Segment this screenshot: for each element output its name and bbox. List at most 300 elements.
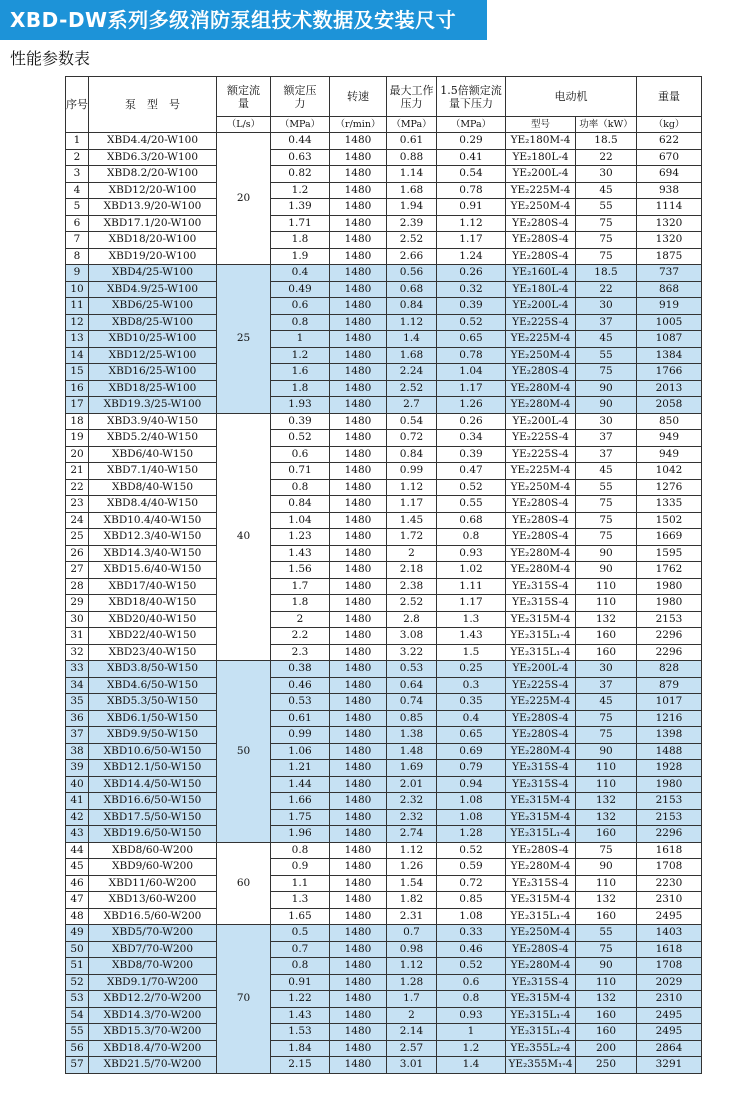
cell-motor-power: 75 (576, 215, 637, 232)
cell-motor-model: YE₂315S-4 (506, 875, 576, 892)
cell-model: XBD8/70-W200 (89, 958, 217, 975)
cell-max-pressure: 2.32 (387, 809, 437, 826)
cell-seq: 11 (66, 298, 89, 315)
cell-motor-power: 75 (576, 364, 637, 381)
cell-max-pressure: 2.66 (387, 248, 437, 265)
cell-speed: 1480 (330, 314, 387, 331)
cell-pressure-15: 1.12 (437, 215, 506, 232)
cell-pressure: 0.7 (271, 941, 330, 958)
cell-model: XBD17.1/20-W100 (89, 215, 217, 232)
cell-pressure: 1.7 (271, 578, 330, 595)
table-row (66, 595, 702, 612)
cell-speed: 1480 (330, 760, 387, 777)
cell-weight: 622 (637, 133, 702, 150)
cell-model: XBD15.3/70-W200 (89, 1024, 217, 1041)
cell-motor-power: 132 (576, 611, 637, 628)
cell-model: XBD3.8/50-W150 (89, 661, 217, 678)
cell-weight: 2864 (637, 1040, 702, 1057)
cell-seq: 21 (66, 463, 89, 480)
cell-model: XBD8.4/40-W150 (89, 496, 217, 513)
cell-pressure-15: 0.35 (437, 694, 506, 711)
cell-speed: 1480 (330, 875, 387, 892)
cell-max-pressure: 1.7 (387, 991, 437, 1008)
cell-pressure: 0.53 (271, 694, 330, 711)
cell-seq: 1 (66, 133, 89, 150)
cell-motor-power: 90 (576, 397, 637, 414)
cell-motor-power: 18.5 (576, 265, 637, 282)
cell-speed: 1480 (330, 809, 387, 826)
cell-motor-power: 90 (576, 562, 637, 579)
cell-weight: 2495 (637, 1007, 702, 1024)
cell-speed: 1480 (330, 958, 387, 975)
unit-flow: （L/s） (217, 117, 271, 133)
cell-motor-power: 75 (576, 496, 637, 513)
cell-weight: 1669 (637, 529, 702, 546)
cell-motor-power: 22 (576, 149, 637, 166)
cell-seq: 36 (66, 710, 89, 727)
cell-motor-power: 75 (576, 941, 637, 958)
cell-seq: 14 (66, 347, 89, 364)
cell-motor-power: 200 (576, 1040, 637, 1057)
cell-max-pressure: 2.39 (387, 215, 437, 232)
cell-max-pressure: 1.12 (387, 958, 437, 975)
table-row (66, 743, 702, 760)
cell-pressure-15: 0.41 (437, 149, 506, 166)
cell-pressure-15: 0.85 (437, 892, 506, 909)
cell-pressure-15: 0.55 (437, 496, 506, 513)
page-title: XBD-DW系列多级消防泵组技术数据及安装尺寸 (10, 8, 457, 32)
cell-max-pressure: 0.68 (387, 281, 437, 298)
cell-weight: 1216 (637, 710, 702, 727)
cell-weight: 938 (637, 182, 702, 199)
cell-pressure-15: 1.28 (437, 826, 506, 843)
cell-motor-model: YE₂315M-4 (506, 611, 576, 628)
cell-speed: 1480 (330, 331, 387, 348)
cell-speed: 1480 (330, 347, 387, 364)
cell-pressure: 1.39 (271, 199, 330, 216)
cell-motor-model: YE₂315L₁-4 (506, 826, 576, 843)
cell-pressure: 1.06 (271, 743, 330, 760)
cell-weight: 2296 (637, 628, 702, 645)
cell-motor-model: YE₂315L₁-4 (506, 1007, 576, 1024)
header-motor-model: 型号 (506, 117, 576, 133)
cell-pressure-15: 0.8 (437, 529, 506, 546)
cell-model: XBD5/70-W200 (89, 925, 217, 942)
cell-max-pressure: 1.82 (387, 892, 437, 909)
cell-motor-model: YE₂280S-4 (506, 215, 576, 232)
cell-motor-power: 110 (576, 578, 637, 595)
table-row (66, 958, 702, 975)
cell-pressure: 1.96 (271, 826, 330, 843)
cell-model: XBD18/25-W100 (89, 380, 217, 397)
cell-flow: 40 (217, 413, 271, 661)
cell-motor-power: 132 (576, 991, 637, 1008)
cell-model: XBD13/60-W200 (89, 892, 217, 909)
cell-pressure: 0.91 (271, 974, 330, 991)
cell-model: XBD18/20-W100 (89, 232, 217, 249)
cell-max-pressure: 2 (387, 1007, 437, 1024)
cell-pressure: 1.6 (271, 364, 330, 381)
cell-weight: 1384 (637, 347, 702, 364)
cell-model: XBD8.2/20-W100 (89, 166, 217, 183)
cell-max-pressure: 1.4 (387, 331, 437, 348)
unit-pressure-15: （MPa） (437, 117, 506, 133)
cell-motor-power: 110 (576, 776, 637, 793)
cell-pressure: 0.44 (271, 133, 330, 150)
cell-seq: 53 (66, 991, 89, 1008)
table-row (66, 331, 702, 348)
cell-motor-model: YE₂225M-4 (506, 463, 576, 480)
cell-speed: 1480 (330, 677, 387, 694)
cell-pressure-15: 0.69 (437, 743, 506, 760)
cell-pressure-15: 0.34 (437, 430, 506, 447)
cell-weight: 879 (637, 677, 702, 694)
cell-weight: 1762 (637, 562, 702, 579)
cell-max-pressure: 0.72 (387, 430, 437, 447)
cell-max-pressure: 0.85 (387, 710, 437, 727)
cell-pressure-15: 0.78 (437, 347, 506, 364)
cell-seq: 19 (66, 430, 89, 447)
cell-motor-power: 75 (576, 842, 637, 859)
cell-speed: 1480 (330, 842, 387, 859)
cell-max-pressure: 1.48 (387, 743, 437, 760)
cell-seq: 16 (66, 380, 89, 397)
cell-seq: 56 (66, 1040, 89, 1057)
cell-motor-model: YE₂315M-4 (506, 809, 576, 826)
cell-pressure-15: 0.46 (437, 941, 506, 958)
cell-motor-model: YE₂315S-4 (506, 595, 576, 612)
cell-seq: 37 (66, 727, 89, 744)
cell-pressure: 1.56 (271, 562, 330, 579)
cell-seq: 42 (66, 809, 89, 826)
cell-model: XBD18/40-W150 (89, 595, 217, 612)
cell-pressure: 2.3 (271, 644, 330, 661)
cell-pressure: 1.23 (271, 529, 330, 546)
cell-pressure: 1.22 (271, 991, 330, 1008)
cell-model: XBD23/40-W150 (89, 644, 217, 661)
cell-pressure: 1.65 (271, 908, 330, 925)
cell-model: XBD9.1/70-W200 (89, 974, 217, 991)
cell-pressure-15: 1 (437, 1024, 506, 1041)
cell-model: XBD19.3/25-W100 (89, 397, 217, 414)
cell-weight: 1766 (637, 364, 702, 381)
cell-seq: 6 (66, 215, 89, 232)
cell-speed: 1480 (330, 496, 387, 513)
cell-weight: 1980 (637, 595, 702, 612)
cell-pressure-15: 0.39 (437, 298, 506, 315)
cell-model: XBD15.6/40-W150 (89, 562, 217, 579)
cell-motor-model: YE₂225S-4 (506, 430, 576, 447)
cell-pressure: 0.8 (271, 842, 330, 859)
cell-pressure-15: 1.17 (437, 380, 506, 397)
cell-motor-power: 160 (576, 826, 637, 843)
cell-flow: 25 (217, 265, 271, 414)
cell-weight: 1502 (637, 512, 702, 529)
cell-pressure-15: 0.26 (437, 265, 506, 282)
cell-pressure-15: 0.8 (437, 991, 506, 1008)
cell-weight: 2153 (637, 809, 702, 826)
cell-pressure: 1.1 (271, 875, 330, 892)
cell-max-pressure: 2.52 (387, 595, 437, 612)
cell-speed: 1480 (330, 941, 387, 958)
cell-pressure: 1 (271, 331, 330, 348)
cell-seq: 46 (66, 875, 89, 892)
table-row (66, 1057, 702, 1074)
cell-speed: 1480 (330, 479, 387, 496)
cell-seq: 43 (66, 826, 89, 843)
cell-weight: 670 (637, 149, 702, 166)
cell-weight: 1005 (637, 314, 702, 331)
cell-model: XBD10.4/40-W150 (89, 512, 217, 529)
unit-weight: （kg） (637, 117, 702, 133)
cell-model: XBD9.9/50-W150 (89, 727, 217, 744)
cell-max-pressure: 1.17 (387, 496, 437, 513)
cell-model: XBD19/20-W100 (89, 248, 217, 265)
cell-max-pressure: 2.52 (387, 232, 437, 249)
cell-motor-model: YE₂280M-4 (506, 397, 576, 414)
cell-motor-model: YE₂200L-4 (506, 298, 576, 315)
header-model: 泵 型 号 (89, 77, 217, 133)
cell-pressure-15: 0.52 (437, 479, 506, 496)
cell-motor-power: 37 (576, 430, 637, 447)
cell-speed: 1480 (330, 710, 387, 727)
cell-motor-power: 132 (576, 793, 637, 810)
cell-model: XBD7.1/40-W150 (89, 463, 217, 480)
cell-model: XBD14.3/40-W150 (89, 545, 217, 562)
cell-max-pressure: 1.68 (387, 347, 437, 364)
cell-max-pressure: 2.38 (387, 578, 437, 595)
cell-model: XBD21.5/70-W200 (89, 1057, 217, 1074)
cell-weight: 1320 (637, 215, 702, 232)
cell-speed: 1480 (330, 1007, 387, 1024)
cell-seq: 48 (66, 908, 89, 925)
table-row (66, 925, 702, 942)
cell-max-pressure: 3.08 (387, 628, 437, 645)
table-row (66, 974, 702, 991)
header-pressure: 额定压力 (271, 77, 330, 117)
cell-speed: 1480 (330, 793, 387, 810)
cell-pressure-15: 0.26 (437, 413, 506, 430)
cell-pressure: 0.71 (271, 463, 330, 480)
cell-weight: 2310 (637, 892, 702, 909)
cell-speed: 1480 (330, 149, 387, 166)
cell-speed: 1480 (330, 562, 387, 579)
cell-model: XBD16.6/50-W150 (89, 793, 217, 810)
cell-model: XBD14.4/50-W150 (89, 776, 217, 793)
cell-max-pressure: 0.53 (387, 661, 437, 678)
cell-seq: 29 (66, 595, 89, 612)
cell-weight: 919 (637, 298, 702, 315)
cell-model: XBD8/40-W150 (89, 479, 217, 496)
cell-motor-model: YE₂315S-4 (506, 776, 576, 793)
cell-pressure: 0.5 (271, 925, 330, 942)
cell-flow: 50 (217, 661, 271, 843)
cell-seq: 32 (66, 644, 89, 661)
cell-motor-model: YE₂280S-4 (506, 941, 576, 958)
cell-speed: 1480 (330, 1040, 387, 1057)
cell-seq: 35 (66, 694, 89, 711)
cell-pressure: 0.6 (271, 298, 330, 315)
cell-max-pressure: 0.88 (387, 149, 437, 166)
table-row (66, 694, 702, 711)
cell-weight: 949 (637, 446, 702, 463)
cell-motor-power: 30 (576, 413, 637, 430)
table-row (66, 380, 702, 397)
cell-pressure-15: 0.93 (437, 1007, 506, 1024)
cell-pressure-15: 0.94 (437, 776, 506, 793)
table-row (66, 512, 702, 529)
section-subtitle: 性能参数表 (10, 49, 91, 68)
cell-motor-model: YE₂280M-4 (506, 545, 576, 562)
cell-pressure-15: 0.65 (437, 331, 506, 348)
cell-weight: 850 (637, 413, 702, 430)
cell-seq: 24 (66, 512, 89, 529)
cell-speed: 1480 (330, 463, 387, 480)
cell-weight: 2310 (637, 991, 702, 1008)
header-weight: 重量 (637, 77, 702, 117)
cell-max-pressure: 0.84 (387, 298, 437, 315)
table-row (66, 908, 702, 925)
table-row (66, 1024, 702, 1041)
cell-motor-power: 55 (576, 925, 637, 942)
cell-model: XBD4.9/25-W100 (89, 281, 217, 298)
table-row (66, 842, 702, 859)
cell-motor-power: 160 (576, 1024, 637, 1041)
table-row (66, 397, 702, 414)
cell-motor-model: YE₂225M-4 (506, 694, 576, 711)
header-motor: 电动机 (506, 77, 637, 117)
cell-model: XBD18.4/70-W200 (89, 1040, 217, 1057)
cell-pressure: 0.82 (271, 166, 330, 183)
cell-seq: 17 (66, 397, 89, 414)
cell-max-pressure: 2.52 (387, 380, 437, 397)
cell-motor-power: 160 (576, 628, 637, 645)
cell-pressure-15: 0.39 (437, 446, 506, 463)
header-flow: 额定流量 (217, 77, 271, 117)
cell-weight: 1595 (637, 545, 702, 562)
cell-motor-model: YE₂160L-4 (506, 265, 576, 282)
cell-speed: 1480 (330, 859, 387, 876)
cell-seq: 40 (66, 776, 89, 793)
page-title-banner (0, 0, 487, 40)
table-row (66, 430, 702, 447)
cell-max-pressure: 2.57 (387, 1040, 437, 1057)
cell-motor-power: 55 (576, 479, 637, 496)
cell-motor-model: YE₂250M-4 (506, 347, 576, 364)
cell-speed: 1480 (330, 215, 387, 232)
cell-max-pressure: 1.68 (387, 182, 437, 199)
cell-motor-model: YE₂315S-4 (506, 578, 576, 595)
cell-model: XBD12/20-W100 (89, 182, 217, 199)
cell-speed: 1480 (330, 925, 387, 942)
cell-pressure-15: 0.52 (437, 842, 506, 859)
table-row (66, 463, 702, 480)
cell-pressure: 0.52 (271, 430, 330, 447)
cell-max-pressure: 0.64 (387, 677, 437, 694)
cell-pressure: 0.8 (271, 479, 330, 496)
cell-motor-model: YE₂280M-4 (506, 562, 576, 579)
cell-motor-model: YE₂280S-4 (506, 710, 576, 727)
cell-speed: 1480 (330, 595, 387, 612)
cell-speed: 1480 (330, 727, 387, 744)
cell-weight: 2013 (637, 380, 702, 397)
cell-model: XBD5.2/40-W150 (89, 430, 217, 447)
header-pressure-15: 1.5倍额定流量下压力 (437, 77, 506, 117)
cell-weight: 1488 (637, 743, 702, 760)
cell-weight: 1114 (637, 199, 702, 216)
cell-model: XBD6.1/50-W150 (89, 710, 217, 727)
cell-weight: 1928 (637, 760, 702, 777)
cell-model: XBD5.3/50-W150 (89, 694, 217, 711)
cell-max-pressure: 2.18 (387, 562, 437, 579)
table-row (66, 314, 702, 331)
cell-seq: 38 (66, 743, 89, 760)
cell-motor-model: YE₂280S-4 (506, 512, 576, 529)
cell-pressure-15: 0.91 (437, 199, 506, 216)
cell-model: XBD4.6/50-W150 (89, 677, 217, 694)
cell-speed: 1480 (330, 644, 387, 661)
table-row (66, 677, 702, 694)
cell-motor-power: 75 (576, 727, 637, 744)
cell-speed: 1480 (330, 892, 387, 909)
table-row (66, 628, 702, 645)
cell-pressure-15: 0.72 (437, 875, 506, 892)
cell-model: XBD10.6/50-W150 (89, 743, 217, 760)
cell-seq: 41 (66, 793, 89, 810)
cell-pressure: 1.3 (271, 892, 330, 909)
cell-motor-model: YE₂225S-4 (506, 677, 576, 694)
cell-pressure: 2.2 (271, 628, 330, 645)
cell-seq: 55 (66, 1024, 89, 1041)
cell-pressure: 0.84 (271, 496, 330, 513)
cell-motor-model: YE₂315M-4 (506, 793, 576, 810)
cell-pressure-15: 0.78 (437, 182, 506, 199)
cell-pressure-15: 1.24 (437, 248, 506, 265)
cell-max-pressure: 2.31 (387, 908, 437, 925)
cell-motor-power: 55 (576, 199, 637, 216)
table-row (66, 413, 702, 430)
cell-motor-model: YE₂225M-4 (506, 331, 576, 348)
cell-pressure-15: 0.29 (437, 133, 506, 150)
cell-pressure-15: 0.4 (437, 710, 506, 727)
cell-speed: 1480 (330, 974, 387, 991)
cell-motor-model: YE₂180M-4 (506, 133, 576, 150)
table-row (66, 793, 702, 810)
cell-pressure-15: 0.52 (437, 958, 506, 975)
cell-max-pressure: 1.12 (387, 842, 437, 859)
cell-motor-power: 37 (576, 314, 637, 331)
cell-model: XBD16/25-W100 (89, 364, 217, 381)
cell-weight: 2153 (637, 793, 702, 810)
cell-model: XBD12.2/70-W200 (89, 991, 217, 1008)
cell-max-pressure: 1.94 (387, 199, 437, 216)
cell-seq: 2 (66, 149, 89, 166)
cell-pressure: 0.61 (271, 710, 330, 727)
cell-motor-model: YE₂315S-4 (506, 760, 576, 777)
cell-speed: 1480 (330, 248, 387, 265)
cell-motor-power: 30 (576, 166, 637, 183)
cell-pressure-15: 1.4 (437, 1057, 506, 1074)
cell-motor-model: YE₂280S-4 (506, 842, 576, 859)
unit-pressure: （MPa） (271, 117, 330, 133)
cell-weight: 1276 (637, 479, 702, 496)
cell-motor-model: YE₂180L-4 (506, 149, 576, 166)
cell-seq: 9 (66, 265, 89, 282)
cell-motor-model: YE₂280M-4 (506, 859, 576, 876)
cell-motor-model: YE₂355M₁-4 (506, 1057, 576, 1074)
cell-max-pressure: 2.74 (387, 826, 437, 843)
table-row (66, 991, 702, 1008)
